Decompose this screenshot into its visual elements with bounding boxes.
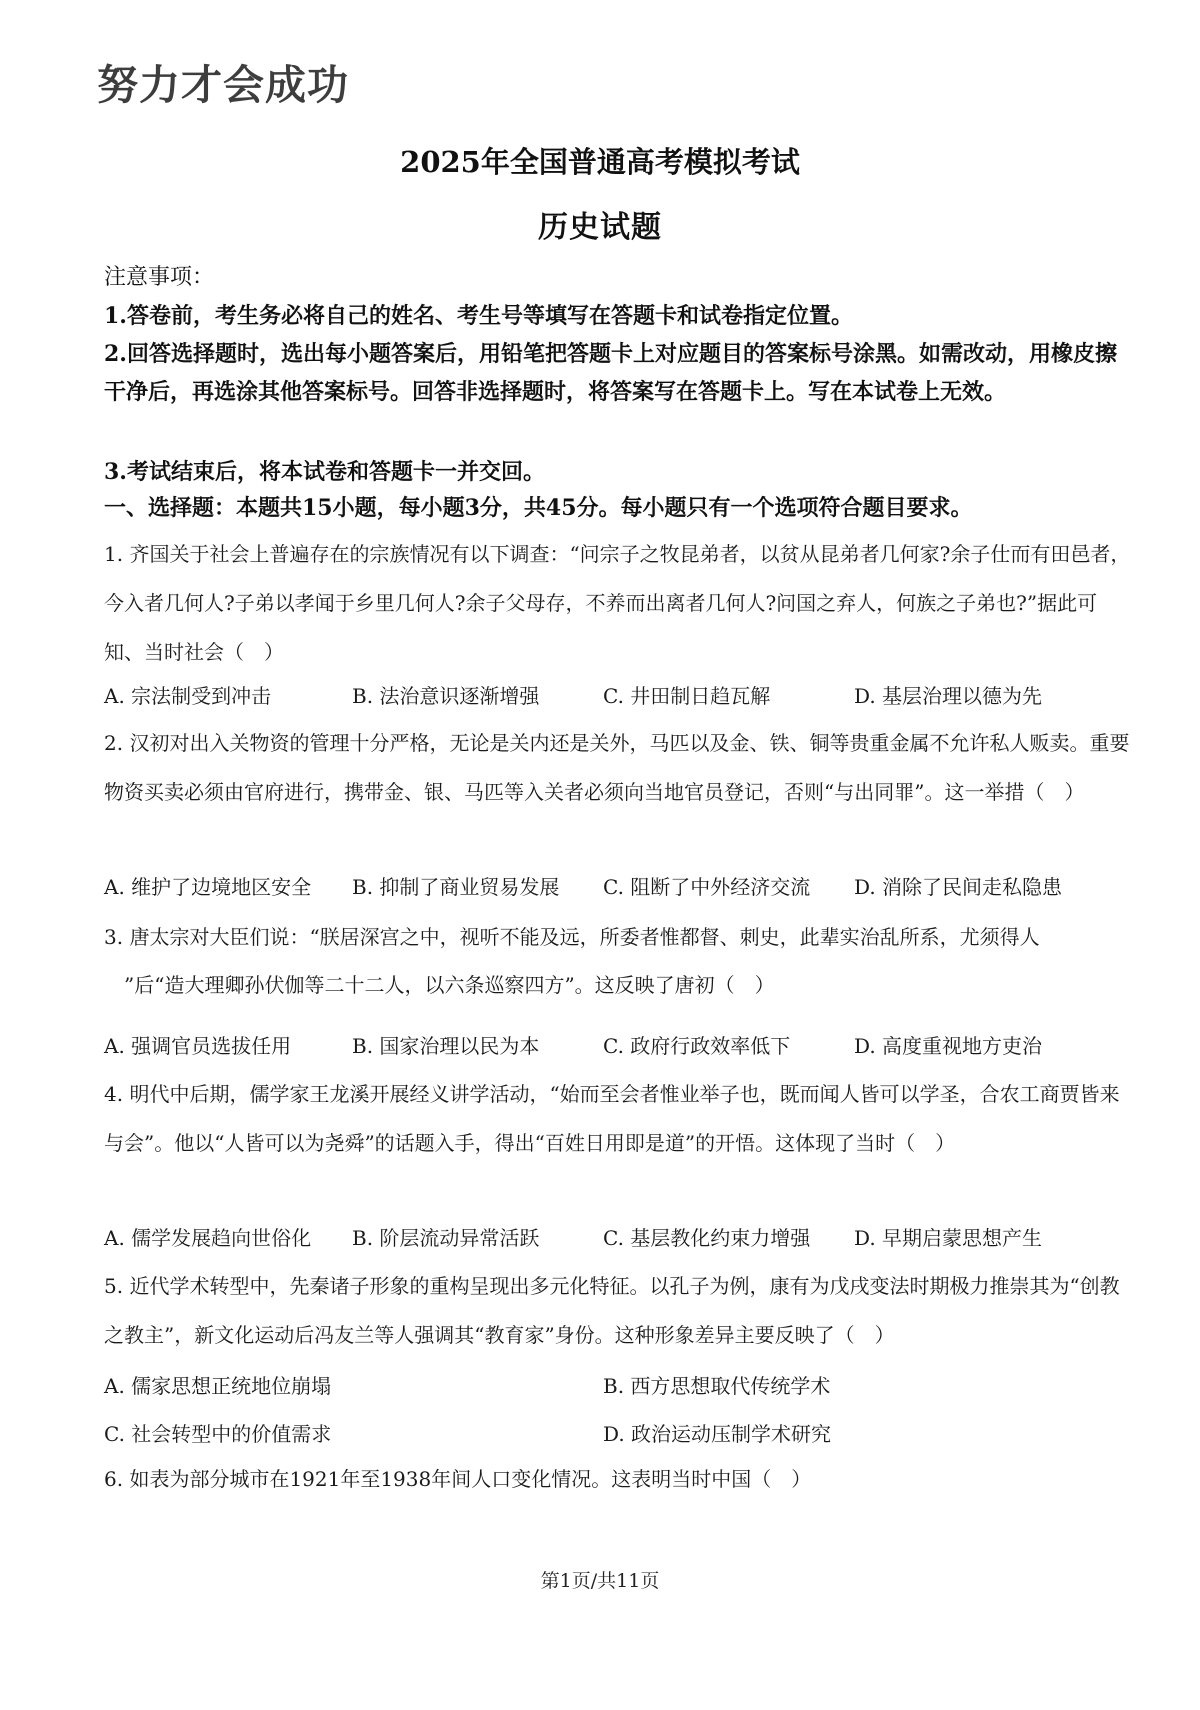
- question-6-stem: 6. 如表为部分城市在1921年至1938年间人口变化情况。这表明当时中国（ ）: [104, 1467, 812, 1491]
- option-a[interactable]: A. 维护了边境地区安全: [104, 875, 312, 899]
- notice-item-2: 2.回答选择题时，选出每小题答案后，用铅笔把答题卡上对应题目的答案标号涂黑。如需改动，用橡皮擦干净后，再选涂其他答案标号。回答非选择题时，将答案写在答题卡上。写在本试卷上无效。: [104, 341, 1117, 405]
- question-1-stem: 1. 齐国关于社会上普遍存在的宗族情况有以下调查：“问宗子之牧昆弟者，以贫从昆弟者几何家?余子仕而有田邑者，今入者几何人?子弟以孝闻于乡里几何人?余子父母存，不养而出离者几何人?问国之弃人，何族之子弟也?”据此可知、当时社会（ ）: [104, 542, 1131, 664]
- option-d[interactable]: D. 政治运动压制学术研究: [603, 1422, 832, 1446]
- question-2-stem: 2. 汉初对出入关物资的管理十分严格，无论是关内还是关外，马匹以及金、铁、铜等贵重金属不允许私人贩卖。重要物资买卖必须由官府进行，携带金、银、马匹等入关者必须向当地官员登记，否则“与出同罪”。这一举措（ ）: [104, 731, 1130, 804]
- option-d[interactable]: D. 消除了民间走私隐患: [854, 875, 1063, 899]
- option-b[interactable]: B. 阶层流动异常活跃: [352, 1226, 540, 1250]
- option-c[interactable]: C. 基层教化约束力增强: [603, 1226, 811, 1250]
- option-b[interactable]: B. 国家治理以民为本: [352, 1034, 540, 1058]
- watermark-text: 努力才会成功: [97, 61, 349, 109]
- section-header: 一、选择题：本题共15小题，每小题3分，共45分。每小题只有一个选项符合题目要求。: [104, 495, 973, 521]
- option-c[interactable]: C. 政府行政效率低下: [603, 1034, 791, 1058]
- question-5: [104, 1262, 1134, 1360]
- question-3-cont: [124, 970, 1154, 1000]
- option-a[interactable]: A. 强调官员选拔任用: [104, 1034, 292, 1058]
- question-2: [104, 719, 1134, 817]
- notice-item-1: 1.答卷前，考生务必将自己的姓名、考生号等填写在答题卡和试卷指定位置。: [104, 303, 853, 329]
- option-a[interactable]: A. 宗法制受到冲击: [104, 684, 272, 708]
- question-3-stem-line1: 3. 唐太宗对大臣们说：“朕居深宫之中，视听不能及远，所委者惟都督、刺史，此辈实治乱所系，尤须得人: [104, 925, 1040, 949]
- exam-title: 2025年全国普通高考模拟考试: [400, 145, 800, 179]
- notice-item-3: 3.考试结束后，将本试卷和答题卡一并交回。: [104, 459, 545, 485]
- option-b[interactable]: B. 西方思想取代传统学术: [603, 1374, 831, 1398]
- option-a[interactable]: A. 儒学发展趋向世俗化: [104, 1226, 312, 1250]
- question-1: [104, 530, 1134, 677]
- question-5-stem: 5. 近代学术转型中，先秦诸子形象的重构呈现出多元化特征。以孔子为例，康有为戊戌变法时期极力推崇其为“创教之教主”，新文化运动后冯友兰等人强调其“教育家”身份。这种形象差异主要反映了（ ）: [104, 1274, 1120, 1347]
- option-c[interactable]: C. 井田制日趋瓦解: [603, 684, 771, 708]
- option-a[interactable]: A. 儒家思想正统地位崩塌: [104, 1374, 332, 1398]
- option-d[interactable]: D. 高度重视地方吏治: [854, 1034, 1043, 1058]
- question-4-stem: 4. 明代中后期，儒学家王龙溪开展经义讲学活动，“始而至会者惟业举子也，既而闻人皆可以学圣，合农工商贾皆来与会”。他以“人皆可以为尧舜”的话题入手，得出“百姓日用即是道”的开悟。这体现了当时（ ）: [104, 1082, 1120, 1155]
- option-d[interactable]: D. 早期启蒙思想产生: [854, 1226, 1043, 1250]
- notice-heading: 注意事项：: [104, 265, 215, 290]
- option-b[interactable]: B. 抑制了商业贸易发展: [352, 875, 560, 899]
- question-3: [104, 913, 1134, 962]
- option-b[interactable]: B. 法治意识逐渐增强: [352, 684, 540, 708]
- subject-title: 历史试题: [538, 210, 662, 245]
- option-c[interactable]: C. 社会转型中的价值需求: [104, 1422, 332, 1446]
- option-d[interactable]: D. 基层治理以德为先: [854, 684, 1043, 708]
- option-c[interactable]: C. 阻断了中外经济交流: [603, 875, 811, 899]
- question-3-stem-line2: ”后“造大理卿孙伏伽等二十二人，以六条巡察四方”。这反映了唐初（ ）: [124, 973, 775, 997]
- page-footer: 第1页/共11页: [540, 1570, 660, 1592]
- question-6: [104, 1455, 1134, 1504]
- question-4: [104, 1070, 1134, 1168]
